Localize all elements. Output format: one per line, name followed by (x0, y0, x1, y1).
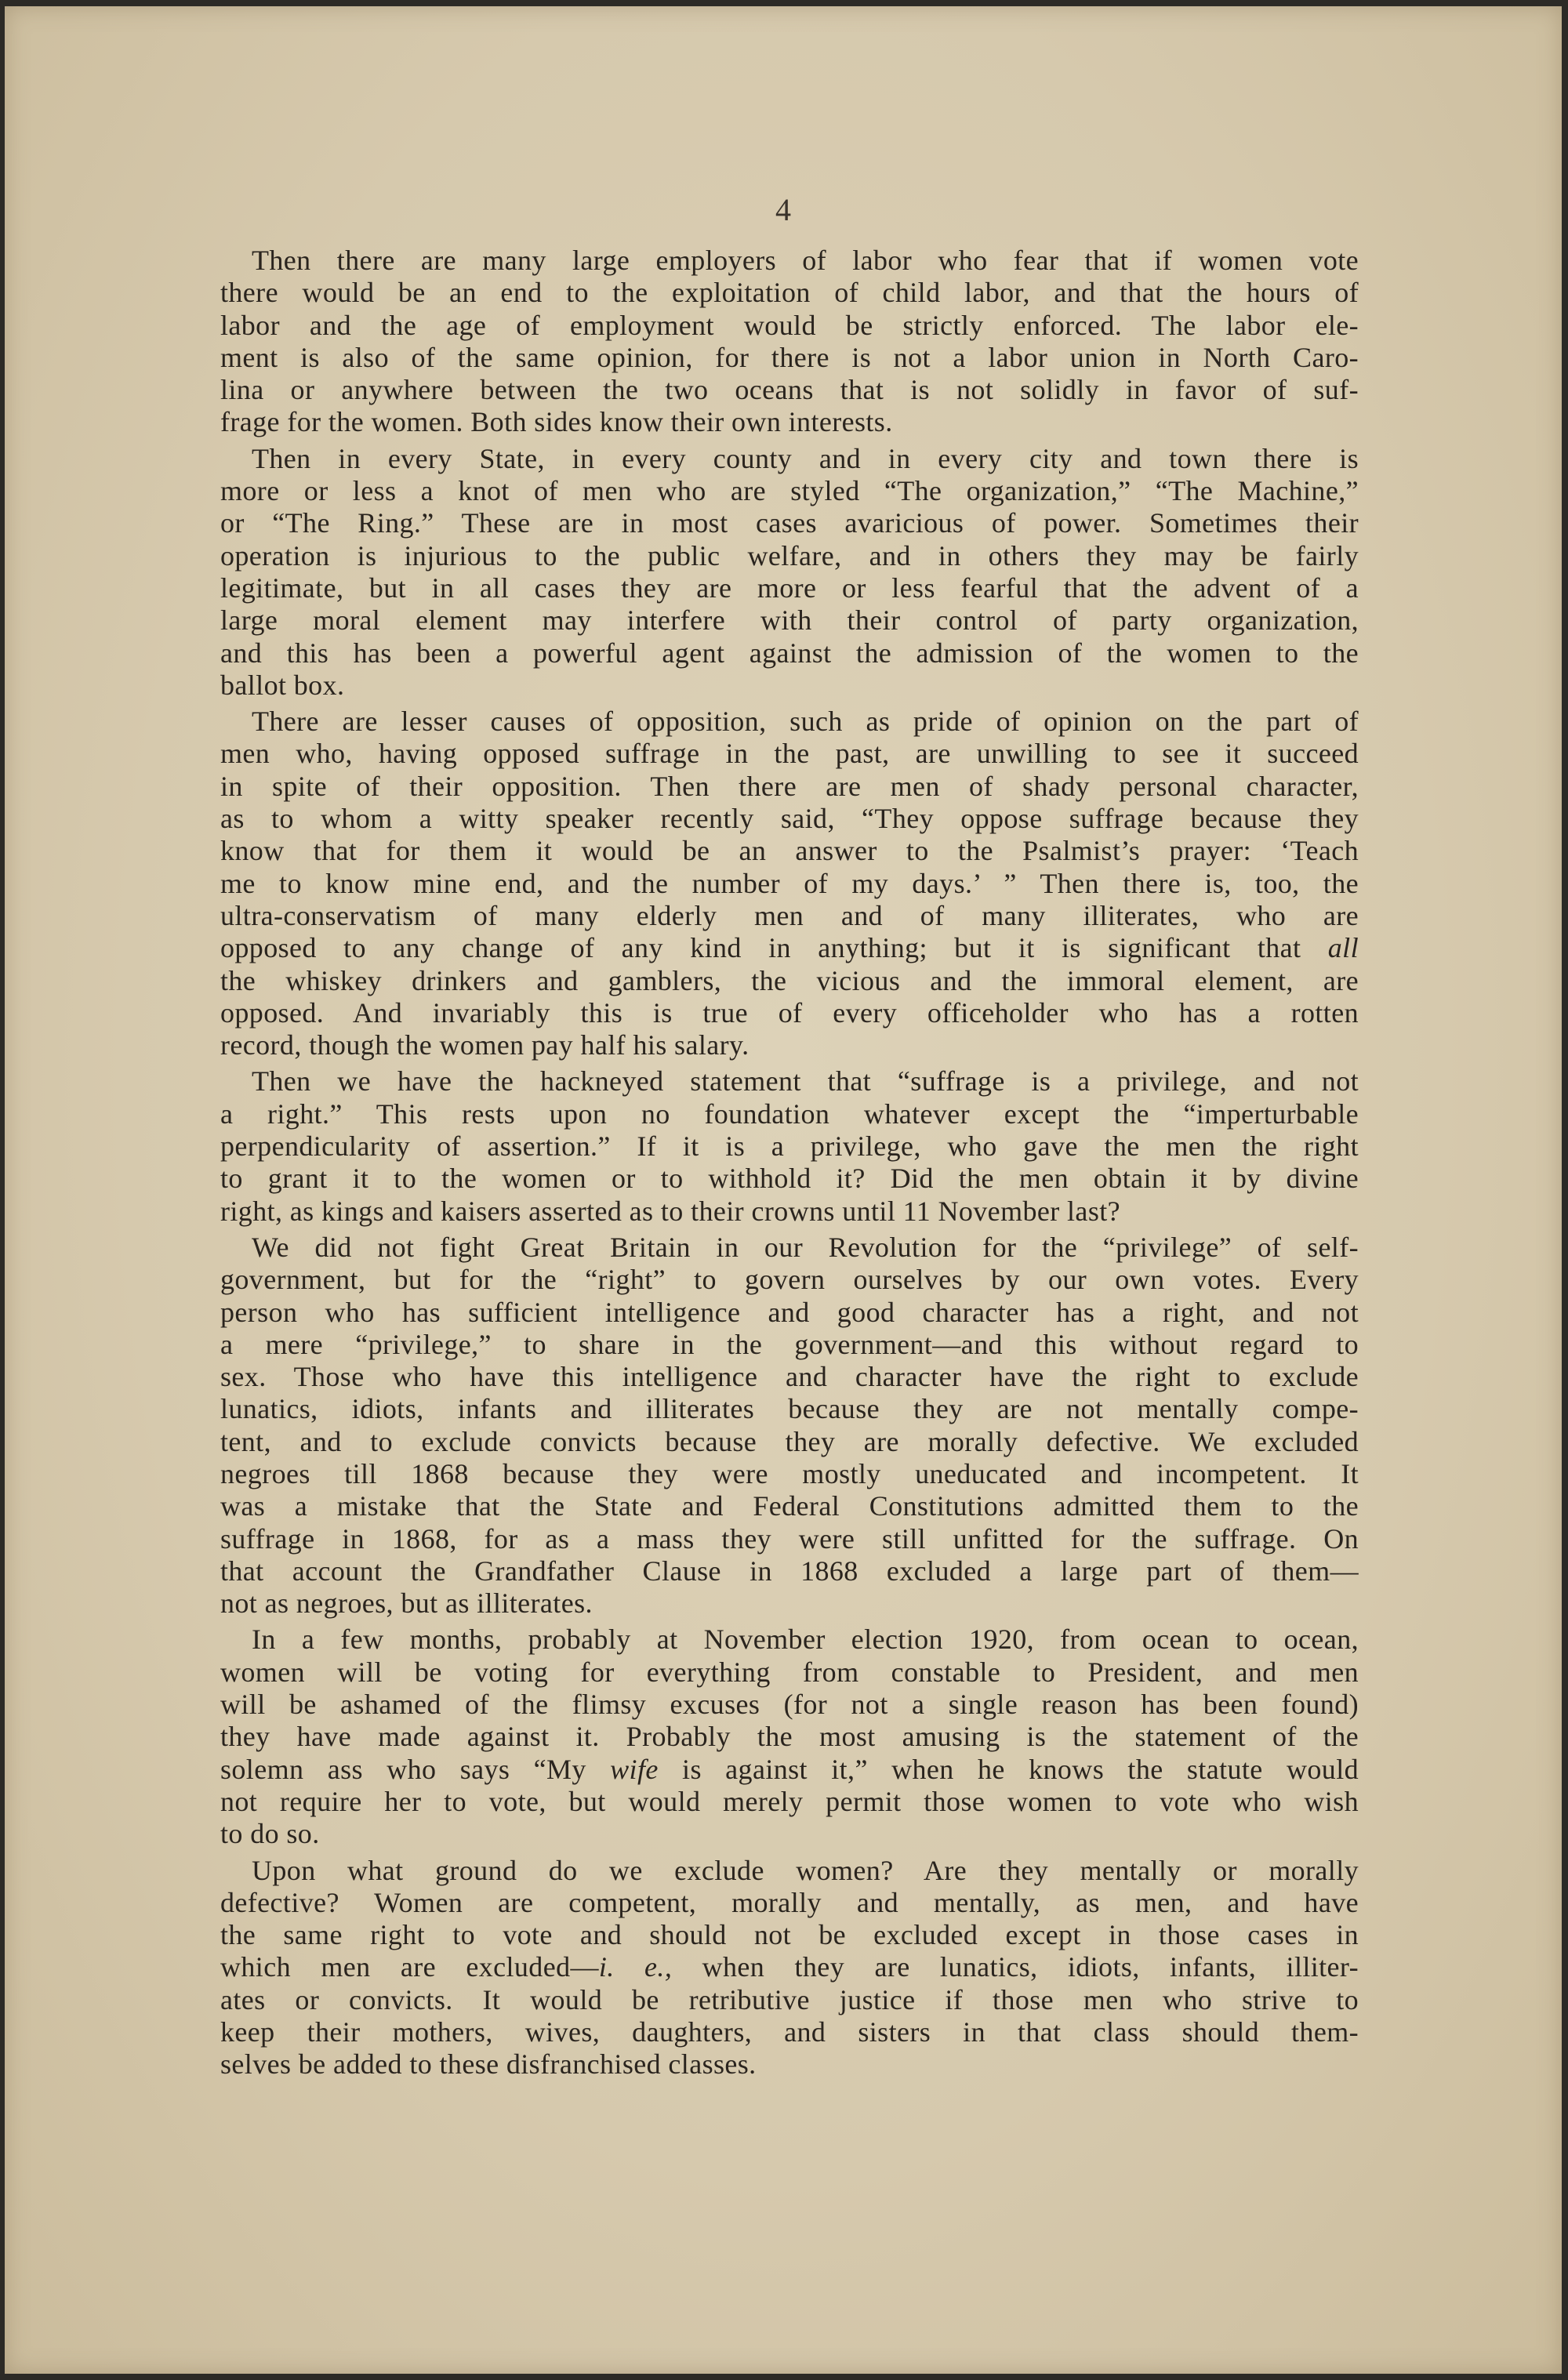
text-line: keep their mothers, wives, daughters, and sisters in that class should them- (220, 2016, 1359, 2048)
text-line: ment is also of the same opinion, for there is not a labor union in North Caro- (220, 341, 1359, 373)
text-line: operation is injurious to the public welfare, and in others they may be fairly (220, 539, 1359, 571)
text-line: to do so. (220, 1818, 320, 1850)
document-page (5, 6, 1562, 2374)
text-line: was a mistake that the State and Federal Constitutions admitted them to the (220, 1490, 1359, 1522)
text-line: legitimate, but in all cases they are more or less fearful that the advent of a (220, 571, 1359, 604)
text-line: negroes till 1868 because they were mostly uneducated and incompetent. It (220, 1457, 1359, 1489)
paragraph (220, 1065, 1359, 1227)
text-line: and this has been a powerful agent against the admission of the women to the (220, 637, 1359, 669)
text-line: large moral element may interfere with their control of party organization, (220, 604, 1359, 637)
text-line (220, 1754, 1359, 1786)
text-line: selves be added to these disfranchised classes. (220, 2048, 757, 2081)
text-line: ballot box. (220, 669, 345, 701)
text-line: or “The Ring.” These are in most cases avaricious of power. Sometimes their (220, 507, 1359, 539)
text-line: me to know mine end, and the number of my days.’ ” Then there is, too, the (220, 867, 1359, 899)
text-line: to grant it to the women or to withhold it? Did the men obtain it by divine (220, 1163, 1359, 1195)
text-line: perpendicularity of assertion.” If it is a privilege, who gave the men the right (220, 1130, 1359, 1163)
text-line: ultra-conservatism of many elderly men and of many illiterates, who are (220, 899, 1359, 931)
text-segment: opposed to any change of any kind in anything; but it is significant that (220, 932, 1328, 964)
text-line: suffrage in 1868, for as a mass they were still unfitted for the suffrage. On (220, 1522, 1359, 1555)
text-line: In a few months, probably at November election 1920, from ocean to ocean, (252, 1624, 1359, 1656)
text-line: We did not fight Great Britain in our Revolution for the “privilege” of self- (252, 1231, 1359, 1263)
paragraph (220, 443, 1359, 702)
document-body (220, 245, 1359, 2085)
text-line: Upon what ground do we exclude women? Are they mentally or morally (252, 1854, 1359, 1886)
text-line: tent, and to exclude convicts because they are morally defective. We excluded (220, 1425, 1359, 1457)
text-line: men who, having opposed suffrage in the past, are unwilling to see it succeed (220, 738, 1359, 770)
italic-text: wife (610, 1753, 659, 1785)
text-line: right, as kings and kaisers asserted as to their crowns until 11 November last? (220, 1195, 1121, 1227)
page-number: 4 (775, 192, 791, 227)
text-line: women will be voting for everything from constable to President, and men (220, 1656, 1359, 1688)
paragraph (220, 245, 1359, 439)
text-line: not require her to vote, but would merely permit those women to vote who wish (220, 1785, 1359, 1817)
text-line: the whiskey drinkers and gamblers, the vicious and the immoral element, are (220, 964, 1359, 996)
text-line: Then we have the hackneyed statement that “suffrage is a privilege, and not (252, 1065, 1359, 1097)
text-line: Then there are many large employers of labor who fear that if women vote (252, 245, 1359, 276)
paragraph (220, 706, 1359, 1061)
text-line: lunatics, idiots, infants and illiterates because they are not mentally compe- (220, 1393, 1359, 1425)
text-line (220, 1951, 1359, 1983)
text-line: as to whom a witty speaker recently said, “They oppose suffrage because they (220, 803, 1359, 835)
text-segment: when they are lunatics, idiots, infants, illiter- (672, 1951, 1359, 1983)
paragraph (220, 1624, 1359, 1850)
text-line: labor and the age of employment would be strictly enforced. The labor ele- (220, 309, 1359, 341)
text-line: sex. Those who have this intelligence and character have the right to exclude (220, 1361, 1359, 1393)
text-line: there would be an end to the exploitation of child labor, and that the hours of (220, 277, 1359, 309)
text-segment: is against it,” when he knows the statute would (658, 1753, 1359, 1785)
text-line: a right.” This rests upon no foundation whatever except the “imperturbable (220, 1097, 1359, 1130)
text-line: the same right to vote and should not be excluded except in those cases in (220, 1919, 1359, 1951)
text-line: will be ashamed of the flimsy excuses (for not a single reason has been found) (220, 1689, 1359, 1721)
text-line: they have made against it. Probably the most amusing is the statement of the (220, 1721, 1359, 1753)
text-line: a mere “privilege,” to share in the government—and this without regard to (220, 1328, 1359, 1360)
text-line: lina or anywhere between the two oceans that is not solidly in favor of suf- (220, 374, 1359, 406)
paragraph (220, 1232, 1359, 1620)
text-line (220, 932, 1359, 964)
text-line: ates or convicts. It would be retributive justice if those men who strive to (220, 1983, 1359, 2015)
text-line: know that for them it would be an answer to the Psalmist’s prayer: ‘Teach (220, 835, 1359, 867)
text-segment: which men are excluded— (220, 1951, 599, 1983)
text-line: record, though the women pay half his salary. (220, 1029, 750, 1061)
text-line: more or less a knot of men who are styled “The organization,” “The Machine,” (220, 475, 1359, 507)
paragraph (220, 1855, 1359, 2081)
text-line: defective? Women are competent, morally and mentally, as men, and have (220, 1886, 1359, 1918)
italic-text: all (1327, 932, 1359, 964)
text-line: that account the Grandfather Clause in 1868 excluded a large part of them— (220, 1555, 1359, 1587)
text-line: government, but for the “right” to govern ourselves by our own votes. Every (220, 1264, 1359, 1296)
text-line: not as negroes, but as illiterates. (220, 1587, 593, 1620)
text-line: opposed. And invariably this is true of every officeholder who has a rotten (220, 996, 1359, 1029)
text-segment: solemn ass who says “My (220, 1753, 611, 1785)
text-line: frage for the women. Both sides know their own interests. (220, 406, 893, 438)
text-line: person who has sufficient intelligence and good character has a right, and not (220, 1296, 1359, 1328)
text-line: in spite of their opposition. Then there are men of shady personal character, (220, 770, 1359, 802)
italic-text: i. e., (598, 1951, 673, 1983)
text-line: Then in every State, in every county and in every city and town there is (252, 442, 1359, 474)
text-line: There are lesser causes of opposition, such as pride of opinion on the part of (252, 706, 1359, 738)
